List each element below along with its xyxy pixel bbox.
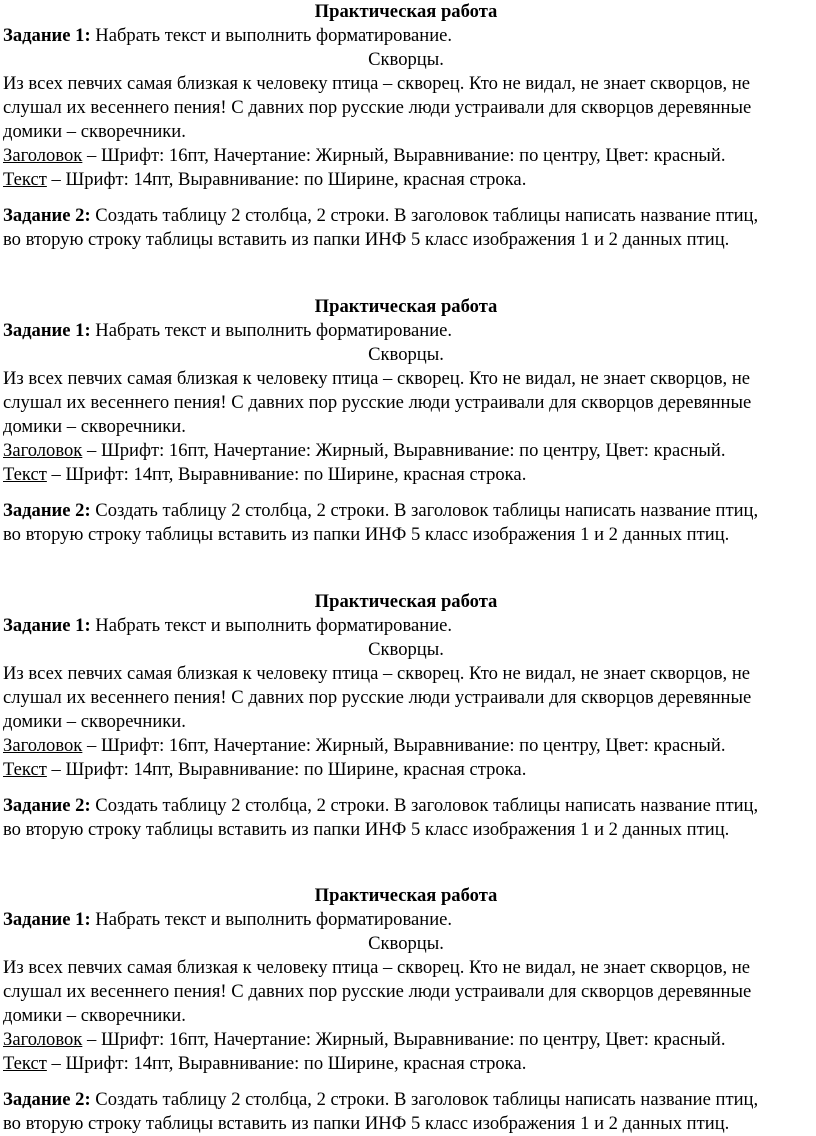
- sample-heading: Скворцы.: [368, 933, 444, 954]
- header-format-spec: – Шрифт: 16пт, Начертание: Жирный, Выравнивание: по центру, Цвет: красный.: [82, 440, 726, 461]
- text-format-label: Текст: [3, 169, 47, 190]
- text-format-line: [3, 1052, 526, 1076]
- worksheet-title: Практическая работа: [314, 591, 498, 612]
- sample-paragraph-line: Из всех певчих самая близкая к человеку птица – скворец. Кто не видал, не знает скворцов, не: [3, 368, 751, 389]
- sample-paragraph-line: слушал их весеннего пения! С давних пор русские люди устраивали для скворцов деревянные: [3, 392, 752, 413]
- sample-heading: Скворцы.: [368, 639, 444, 660]
- text-format-line: [3, 168, 526, 192]
- sample-paragraph-line: домики – скворечники.: [3, 416, 186, 437]
- task1-text: Набрать текст и выполнить форматирование.: [90, 909, 453, 930]
- task1-line: [3, 908, 452, 932]
- task1-line: [3, 24, 452, 48]
- text-format-spec: – Шрифт: 14пт, Выравнивание: по Ширине, красная строка.: [46, 759, 527, 780]
- sample-paragraph-line: Из всех певчих самая близкая к человеку птица – скворец. Кто не видал, не знает скворцов, не: [3, 957, 751, 978]
- task2-text: Создать таблицу 2 столбца, 2 строки. В заголовок таблицы написать название птиц,: [90, 205, 759, 226]
- task2-label: Задание 2:: [3, 1089, 91, 1110]
- sample-paragraph-line: слушал их весеннего пения! С давних пор русские люди устраивали для скворцов деревянные: [3, 981, 752, 1002]
- worksheet-title: Практическая работа: [314, 1, 498, 22]
- task1-text: Набрать текст и выполнить форматирование.: [90, 320, 453, 341]
- sample-paragraph-line: домики – скворечники.: [3, 1005, 186, 1026]
- sample-paragraph-line: домики – скворечники.: [3, 711, 186, 732]
- text-format-spec: – Шрифт: 14пт, Выравнивание: по Ширине, красная строка.: [46, 1053, 527, 1074]
- text-format-label: Текст: [3, 464, 47, 485]
- task1-label: Задание 1:: [3, 615, 91, 636]
- sample-paragraph-line: Из всех певчих самая близкая к человеку птица – скворец. Кто не видал, не знает скворцов, не: [3, 663, 751, 684]
- header-format-label: Заголовок: [3, 440, 83, 461]
- task2-label: Задание 2:: [3, 795, 91, 816]
- header-format-spec: – Шрифт: 16пт, Начертание: Жирный, Выравнивание: по центру, Цвет: красный.: [82, 145, 726, 166]
- task1-label: Задание 1:: [3, 909, 91, 930]
- task2-line: во вторую строку таблицы вставить из папки ИНФ 5 класс изображения 1 и 2 данных птиц.: [3, 229, 730, 250]
- header-format-line: [3, 439, 726, 463]
- task2-text: Создать таблицу 2 столбца, 2 строки. В заголовок таблицы написать название птиц,: [90, 795, 759, 816]
- task2-line: во вторую строку таблицы вставить из папки ИНФ 5 класс изображения 1 и 2 данных птиц.: [3, 524, 730, 545]
- task1-line: [3, 614, 452, 638]
- task1-label: Задание 1:: [3, 25, 91, 46]
- header-format-label: Заголовок: [3, 735, 83, 756]
- text-format-label: Текст: [3, 1053, 47, 1074]
- header-format-label: Заголовок: [3, 145, 83, 166]
- task2-line: [3, 794, 758, 818]
- task1-label: Задание 1:: [3, 320, 91, 341]
- task1-line: [3, 319, 452, 343]
- sample-paragraph-line: слушал их весеннего пения! С давних пор русские люди устраивали для скворцов деревянные: [3, 687, 752, 708]
- header-format-line: [3, 144, 726, 168]
- sample-paragraph-line: Из всех певчих самая близкая к человеку птица – скворец. Кто не видал, не знает скворцов, не: [3, 73, 751, 94]
- task2-line: [3, 499, 758, 523]
- header-format-label: Заголовок: [3, 1029, 83, 1050]
- sample-paragraph-line: домики – скворечники.: [3, 121, 186, 142]
- task1-text: Набрать текст и выполнить форматирование.: [90, 25, 453, 46]
- text-format-label: Текст: [3, 759, 47, 780]
- worksheet-title: Практическая работа: [314, 296, 498, 317]
- task2-label: Задание 2:: [3, 205, 91, 226]
- sample-heading: Скворцы.: [368, 49, 444, 70]
- task2-label: Задание 2:: [3, 500, 91, 521]
- header-format-line: [3, 1028, 726, 1052]
- task2-line: [3, 1088, 758, 1112]
- header-format-spec: – Шрифт: 16пт, Начертание: Жирный, Выравнивание: по центру, Цвет: красный.: [82, 735, 726, 756]
- text-format-line: [3, 463, 526, 487]
- text-format-spec: – Шрифт: 14пт, Выравнивание: по Ширине, красная строка.: [46, 169, 527, 190]
- task2-text: Создать таблицу 2 столбца, 2 строки. В заголовок таблицы написать название птиц,: [90, 1089, 759, 1110]
- sample-heading: Скворцы.: [368, 344, 444, 365]
- task2-line: [3, 204, 758, 228]
- task2-line: во вторую строку таблицы вставить из папки ИНФ 5 класс изображения 1 и 2 данных птиц.: [3, 819, 730, 840]
- sample-paragraph-line: слушал их весеннего пения! С давних пор русские люди устраивали для скворцов деревянные: [3, 97, 752, 118]
- header-format-spec: – Шрифт: 16пт, Начертание: Жирный, Выравнивание: по центру, Цвет: красный.: [82, 1029, 726, 1050]
- text-format-line: [3, 758, 526, 782]
- text-format-spec: – Шрифт: 14пт, Выравнивание: по Ширине, красная строка.: [46, 464, 527, 485]
- worksheet-title: Практическая работа: [314, 885, 498, 906]
- task1-text: Набрать текст и выполнить форматирование.: [90, 615, 453, 636]
- task2-line: во вторую строку таблицы вставить из папки ИНФ 5 класс изображения 1 и 2 данных птиц.: [3, 1113, 730, 1134]
- task2-text: Создать таблицу 2 столбца, 2 строки. В заголовок таблицы написать название птиц,: [90, 500, 759, 521]
- header-format-line: [3, 734, 726, 758]
